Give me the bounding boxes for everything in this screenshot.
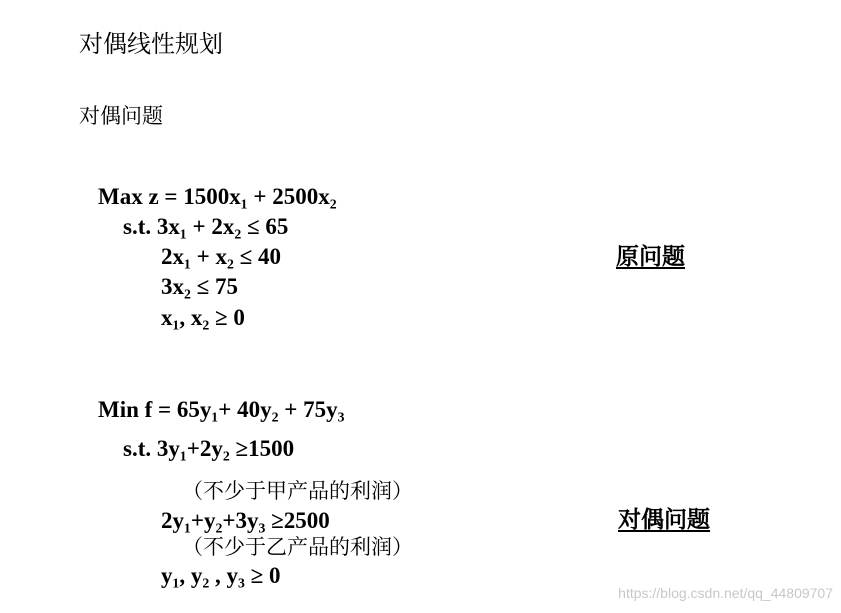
- dual-note-2: （不少于乙产品的利润）: [182, 535, 413, 559]
- primal-constraint-1-text: s.t. 3x₁ + 2x₂ ≤ 65: [123, 214, 289, 239]
- primal-constraint-3: [161, 273, 238, 301]
- watermark-url: https://blog.csdn.net/qq_44809707: [618, 585, 833, 601]
- dual-problem-label: 对偶问题: [618, 506, 710, 533]
- dual-constraint-1-text: s.t. 3y₁+2y₂ ≥1500: [123, 436, 295, 461]
- dual-note-1: （不少于甲产品的利润）: [182, 479, 413, 503]
- dual-constraint-2: [161, 507, 330, 535]
- section-subtitle: 对偶问题: [79, 104, 163, 128]
- dual-nonnegativity: [161, 562, 281, 590]
- dual-constraint-2-text: 2y₁+y₂+3y₃ ≥2500: [161, 508, 330, 533]
- dual-nonnegativity-text: y₁, y₂ , y₃ ≥ 0: [161, 563, 281, 588]
- primal-problem-label: 原问题: [616, 243, 685, 270]
- primal-constraint-2: [161, 243, 281, 271]
- primal-constraint-1: [123, 213, 288, 241]
- dual-objective-text: Min f = 65y₁+ 40y₂ + 75y₃: [98, 397, 345, 422]
- primal-constraint-2-text: 2x₁ + x₂ ≤ 40: [161, 244, 282, 269]
- primal-objective-text: Max z = 1500x₁ + 2500x₂: [98, 184, 337, 209]
- dual-constraint-1: [123, 435, 294, 463]
- primal-constraint-3-text: 3x₂ ≤ 75: [161, 274, 239, 299]
- primal-nonnegativity: [161, 304, 245, 332]
- dual-objective: [98, 396, 345, 424]
- primal-objective: [98, 183, 337, 211]
- page-title: 对偶线性规划: [79, 30, 223, 58]
- primal-nonnegativity-text: x₁, x₂ ≥ 0: [161, 305, 245, 330]
